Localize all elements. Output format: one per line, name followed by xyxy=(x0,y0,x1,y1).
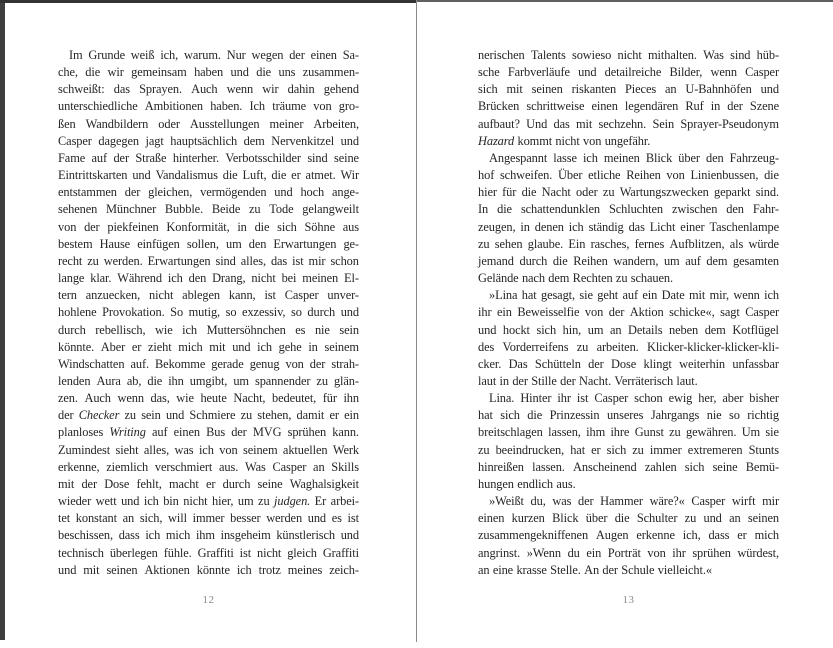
text-line: ßen Wandbildern oder Ausstellungen meiner Arbeiten, xyxy=(58,116,359,131)
text-line: zeugen, in denen ich ständig das Licht einer Taschenlampe xyxy=(478,219,779,234)
text-line: der Checker zu sein und Schmiere zu stehen, damit er ein xyxy=(58,408,359,423)
page-number-left: 12 xyxy=(202,594,215,606)
text-line: Brücken schrittweise einen legendären Ruf in der Szene xyxy=(478,99,779,114)
text-line: bestem Hause einfügen sollen, um den Erwartungen ge- xyxy=(58,236,359,251)
text-line: mit der Dose fehlt, macht er durch seine Waghalsigkeit xyxy=(58,476,359,491)
text-line: »Lina hat gesagt, sie geht auf ein Date mit mir, wenn ich xyxy=(489,288,779,303)
text-line: zu beeindrucken, hat er sich zu immer extremeren Stunts xyxy=(478,442,779,457)
text-line: breitschlagen lassen, ihm ihre Gunst zu gewähren. Um sie xyxy=(478,425,779,440)
text-line: nerischen Talents sowieso nicht mithalten. Was sind hüb- xyxy=(478,48,779,62)
text-line: hat sich die Prinzessin unseres Jahrgangs nie so richtig xyxy=(478,408,779,423)
text-line: tet konstant an sich, will immer besser werden und es ist xyxy=(58,511,359,526)
text-line: zen. Auch wenn das, wie heute Nacht, bedeutet, für ihn xyxy=(58,391,359,406)
left-page-text xyxy=(58,47,359,579)
text-line: laut in der Stille der Nacht. Verräterisch laut. xyxy=(478,373,698,388)
text-line: ihr ein Beweisselfie von der Aktion schicke«, sagt Casper xyxy=(478,305,779,320)
text-line: sche Farbverläufe und detailreiche Bilder, wenn Casper xyxy=(478,65,779,80)
text-line: beschissen, dass ich mich ihm insgeheim künstlerisch und xyxy=(58,528,359,543)
text-line: In die schattendunklen Schluchten zwischen den Fahr- xyxy=(478,202,779,217)
text-line: erkenne, ziemlich verschmiert aus. Was Casper an Skills xyxy=(58,459,359,474)
text-line: hungen endlich aus. xyxy=(478,476,576,491)
text-line: Casper dagegen jagt hauptsächlich dem Nervenkitzel und xyxy=(58,133,359,148)
text-line: lenden Aura ab, die ihn umgibt, um spannender zu glän- xyxy=(58,373,359,388)
text-line: Fame auf der Straße hinterher. Verbotsschilder sind seine xyxy=(58,150,359,165)
text-line: che, die wir gemeinsam haben und die uns zusammen- xyxy=(58,65,359,80)
text-line: Eintrittskarten und Vandalismus die Luft, die er atmet. Wir xyxy=(58,168,359,183)
text-line: Windschatten auf. Bekomme gerade genug von der strah- xyxy=(58,356,359,371)
text-line: des Vorderreifens zu arbeiten. Klicker-klicker-klicker-kli- xyxy=(478,339,779,354)
text-line: Gelände nach dem Rechten zu schauen. xyxy=(478,271,673,286)
text-line: Im Grunde weiß ich, warum. Nur wegen der einen Sa- xyxy=(69,48,359,62)
text-line: hinreißen lassen. Anscheinend zahlen sich seine Bemü- xyxy=(478,459,779,474)
right-page-text xyxy=(478,47,779,579)
text-line: lange klar. Während ich den Drang, nicht bei meinen El- xyxy=(58,271,359,286)
text-line: zusammengekniffenen Augen erkenne ich, dass er mich xyxy=(478,528,779,543)
left-scan-edge-bar xyxy=(0,0,5,640)
text-line: wieder wett und ich bin nicht hier, um zu judgen. Er arbei- xyxy=(58,494,359,509)
text-line: könnte. Aber er zieht mich mit und ich gehe in seinem xyxy=(58,339,359,354)
text-line: einen kurzen Blick über die Schulter zu und an seinen xyxy=(478,511,779,526)
text-line: angrinst. »Wenn du ein Porträt von ihr sprühen würdest, xyxy=(478,545,779,560)
text-line: Hazard kommt nicht von ungefähr. xyxy=(478,133,651,148)
text-line: entstammen der gleichen, vermögenden und hoch ange- xyxy=(58,185,359,200)
text-line: aufbaut? Und das mit sechzehn. Sein Sprayer-Pseudonym xyxy=(478,116,779,131)
text-line: jemand durch die Reihen wandern, um auf dem gesamten xyxy=(478,253,779,268)
text-line: und hockt sich hin, um an Details neben dem Kotflügel xyxy=(478,322,779,337)
text-line: sich mit seinen riskanten Pieces an U-Bahnhöfen und xyxy=(478,82,779,97)
text-line: von der piekfeinen Konformität, in die sich Söhne aus xyxy=(58,219,359,234)
text-line: hohlene Provokation. So mutig, so exzessiv, so durch und xyxy=(58,305,359,320)
text-line: hier für die Nacht oder zu Wartungszwecken geparkt sind. xyxy=(478,185,779,200)
right-page xyxy=(478,0,779,648)
left-page xyxy=(58,0,359,648)
text-line: technisch überlegen fühle. Graffiti ist nicht gleich Graffiti xyxy=(58,545,359,560)
text-line: durch rebellisch, wie ich Muttersöhnchen es nie sein xyxy=(58,322,359,337)
text-line: zu sehen glaube. Ein rasches, fernes Aufblitzen, als würde xyxy=(478,236,779,251)
text-line: Angespannt lasse ich meinen Blick über den Fahrzeug- xyxy=(489,150,779,165)
text-line: und mit seinen Aktionen könnte ich trotz meines zeich- xyxy=(58,562,359,577)
text-line: unterschiedliche Ambitionen haben. Ich träume von gro- xyxy=(58,99,359,114)
text-line: »Weißt du, was der Hammer wäre?« Casper wirft mir xyxy=(489,494,779,509)
text-line: Lina. Hinter ihr ist Casper schon ewig her, aber bisher xyxy=(489,391,779,406)
text-line: hof schweifen. Über etliche Reihen von Linienbussen, die xyxy=(478,168,779,183)
text-line: cker. Das Schütteln der Dose klingt weiterhin unfassbar xyxy=(478,356,779,371)
text-line: tern anzuecken, nicht ablegen kann, ist Casper unver- xyxy=(58,288,359,303)
text-line: recht zu werden. Erwartungen sind alles, das ist mir schon xyxy=(58,253,359,268)
text-line: sehenen Münchner Bubble. Beide zu Tode gelangweilt xyxy=(58,202,359,217)
text-line: planloses Writing auf einen Bus der MVG sprühen kann. xyxy=(58,425,359,440)
text-line: an eine krasse Stelle. An der Schule vielleicht.« xyxy=(478,562,712,577)
text-line: schweißt: das Sprayen. Auch wenn wir dahin gehend xyxy=(58,82,359,97)
page-number-right: 13 xyxy=(622,594,635,606)
page-gutter-line xyxy=(416,0,417,642)
text-line: Zumindest sieht alles, was ich von seinem aktuellen Werk xyxy=(58,442,359,457)
